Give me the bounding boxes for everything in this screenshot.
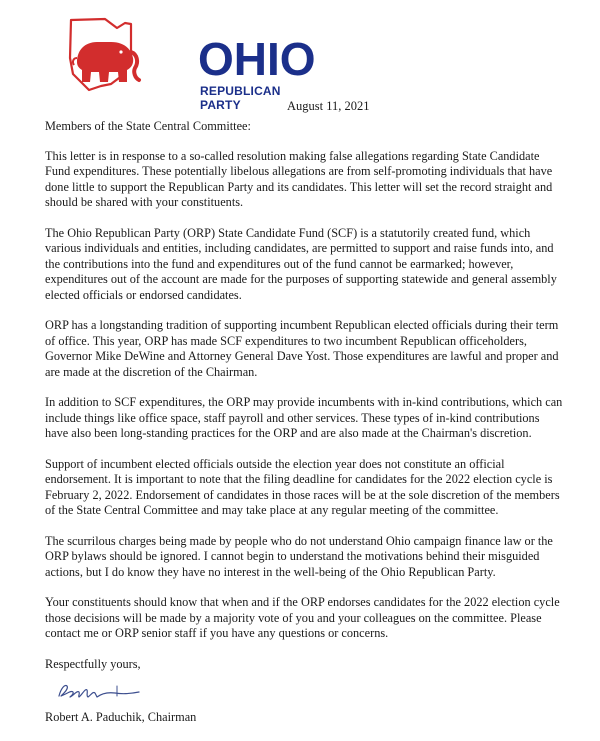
signer-name: Robert A. Paduchik, Chairman xyxy=(45,710,197,724)
letterhead-logo xyxy=(65,14,316,112)
paragraph-6: The scurrilous charges being made by people who do not understand Ohio campaign finance law or the ORP bylaws should be ignored. I cannot begin to understand the motivations behind their misguided actions, but I do know they have no interest in the well-being of the Ohio Republican Party. xyxy=(45,533,553,579)
salutation: Members of the State Central Committee: xyxy=(45,119,251,133)
logo-word: OHIO xyxy=(198,33,316,85)
paragraph-2: The Ohio Republican Party (ORP) State Candidate Fund (SCF) is a statutorily created fund, which various individuals and entities, including candidates, are permitted to support and raise funds into, and the contributions into the fund and expenditures out of the fund cannot be earmarked; however, expenditures out of the account are made for the purposes of supporting statewide and general assembly elected officials or endorsed candidates. xyxy=(45,225,557,302)
closing: Respectfully yours, xyxy=(45,656,141,671)
paragraph-7: Your constituents should know that when and if the ORP endorses candidates for the 2022 election cycle those decisions will be made by a majority vote of you and your colleagues on the committee. Please contact me or ORP senior staff if you have any questions or concerns. xyxy=(45,595,560,640)
letter-date: August 11, 2021 xyxy=(287,99,370,113)
paragraph-3: ORP has a longstanding tradition of supporting incumbent Republican elected officials during their term of office. This year, ORP has made SCF expenditures to two incumbent Republican officeholders, Governor Mike DeWine and Attorney General Dave Yost. Those expenditures are lawful and proper and are made at the discretion of the Chairman. xyxy=(45,318,559,379)
paragraph-4: In addition to SCF expenditures, the ORP may provide incumbents with in-kind contributions, which can include things like office space, staff payroll and other services. These types of in-kind contributions have also been long-standing practices for the ORP and are also made at the Chairman's discretion. xyxy=(45,395,563,440)
logo-subtitle: REPUBLICAN PARTY xyxy=(200,84,281,112)
paragraph-1: This letter is in response to a so-called resolution making false allegations regarding State Candidate Fund expenditures. These potentially libelous allegations are from self-promoting individuals that have done little to support the Republican Party and its candidates. This letter will set the record straight and should be shared with your constituents. xyxy=(45,148,553,209)
letter-body xyxy=(45,119,565,741)
paragraph-5: Support of incumbent elected officials outside the election year does not constitute an official endorsement. It is important to note that the filing deadline for candidates for the 2022 election cycle is February 2, 2022. Endorsement of candidates in those races will be at the sole discretion of the members of the State Central Committee and may take place at any regular meeting of the committee. xyxy=(45,456,560,517)
handwritten-signature xyxy=(55,678,145,704)
elephant-icon xyxy=(71,28,143,88)
